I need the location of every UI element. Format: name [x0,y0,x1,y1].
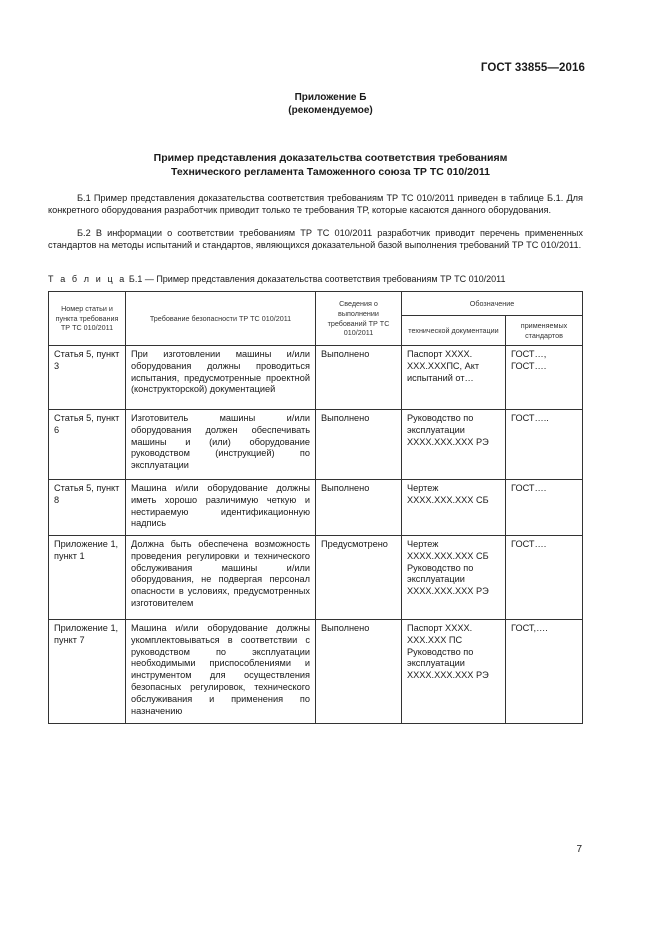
table-row [49,620,583,724]
cell-article: Статья 5, пункт 3 [49,346,126,410]
page-number: 7 [576,844,582,855]
paragraph-b1: Б.1 Пример представления доказательства соответствия требованиям ТР ТС 010/2011 приведен в таблице Б.1. Для конкретного оборудования разработчик приводит только те требования ТР, которые касаются данного оборудования. [48,193,583,216]
cell-standards: ГОСТ….. [506,410,583,480]
table-row [49,410,583,480]
cell-tech-doc: Чертеж ХХХХ.ХХХ.ХХХ СБ Руководство по эксплуатации ХХХХ.ХХХ.ХХХ РЭ [402,536,506,620]
header-requirement: Требование безопасности ТР ТС 010/2011 [126,292,316,346]
document-code: ГОСТ 33855—2016 [480,62,585,74]
cell-tech-doc: Руководство по эксплуатации ХХХХ.ХХХ.ХХХ РЭ [402,410,506,480]
cell-requirement: При изготовлении машины и/или оборудования должны проводиться испытания, предусмотренные проектной (конструкторской) документацией [126,346,316,410]
annex-heading [0,91,661,117]
cell-requirement: Изготовитель машины и/или оборудования должен обеспечивать машины и (или) оборудование руководством (инструкцией) по эксплуатации [126,410,316,480]
table-caption [48,274,505,284]
table-caption-prefix: Т а б л и ц а [48,274,127,284]
compliance-table [48,291,583,724]
header-designation: Обозначение [402,292,583,316]
cell-status: Выполнено [316,620,402,724]
cell-standards: ГОСТ…, ГОСТ…. [506,346,583,410]
table-row [49,536,583,620]
annex-title: Приложение Б [294,92,367,103]
cell-article: Приложение 1, пункт 1 [49,536,126,620]
cell-tech-doc: Паспорт ХХХХ. ХХХ.ХХХПС, Акт испытаний от… [402,346,506,410]
cell-standards: ГОСТ,…. [506,620,583,724]
cell-tech-doc: Чертеж ХХХХ.ХХХ.ХХХ СБ [402,480,506,536]
cell-requirement: Должна быть обеспечена возможность проведения регулировки и технического обслуживания машины и/или оборудования, не подвергая персонал опасности в условиях, предусмотренных изготовителем [126,536,316,620]
cell-standards: ГОСТ…. [506,536,583,620]
header-tech-doc: технической документации [402,316,506,346]
main-title-line1: Пример представления доказательства соответствия требованиям [153,152,508,164]
table-caption-text: Б.1 — Пример представления доказательства соответствия требованиям ТР ТС 010/2011 [126,274,506,284]
header-status: Сведения о выполнении требований ТР ТС 010/2011 [316,292,402,346]
header-article: Номер статьи и пункта требования ТР ТС 010/2011 [49,292,126,346]
header-standards: применяемых стандартов [506,316,583,346]
cell-article: Статья 5, пункт 6 [49,410,126,480]
cell-status: Выполнено [316,480,402,536]
cell-standards: ГОСТ…. [506,480,583,536]
cell-requirement: Машина и/или оборудование должны укомплектовываться в соответствии с руководством по эксплуатации необходимыми приспособлениями и инструментом для осуществления безопасных регулировок, технического обслуживания и применения по назначению [126,620,316,724]
cell-requirement: Машина и/или оборудование должны иметь хорошо различимую четкую и нестираемую идентификационную надпись [126,480,316,536]
table-row [49,346,583,410]
cell-article: Приложение 1, пункт 7 [49,620,126,724]
main-title-line2: Технического регламента Таможенного союза ТР ТС 010/2011 [171,165,490,178]
cell-tech-doc: Паспорт ХХХХ. ХХХ.ХХХ ПС Руководство по эксплуатации ХХХХ.ХХХ.ХХХ РЭ [402,620,506,724]
annex-subtitle: (рекомендуемое) [288,105,373,116]
table-row [49,480,583,536]
cell-status: Предусмотрено [316,536,402,620]
cell-article: Статья 5, пункт 8 [49,480,126,536]
paragraph-b2: Б.2 В информации о соответствии требованиям ТР ТС 010/2011 разработчик приводит перечень примененных стандартов на методы испытаний и стандартов, являющихся доказательной базой выполнения требований ТР ТС 010/2011. [48,228,583,251]
cell-status: Выполнено [316,410,402,480]
cell-status: Выполнено [316,346,402,410]
main-title [40,152,621,179]
